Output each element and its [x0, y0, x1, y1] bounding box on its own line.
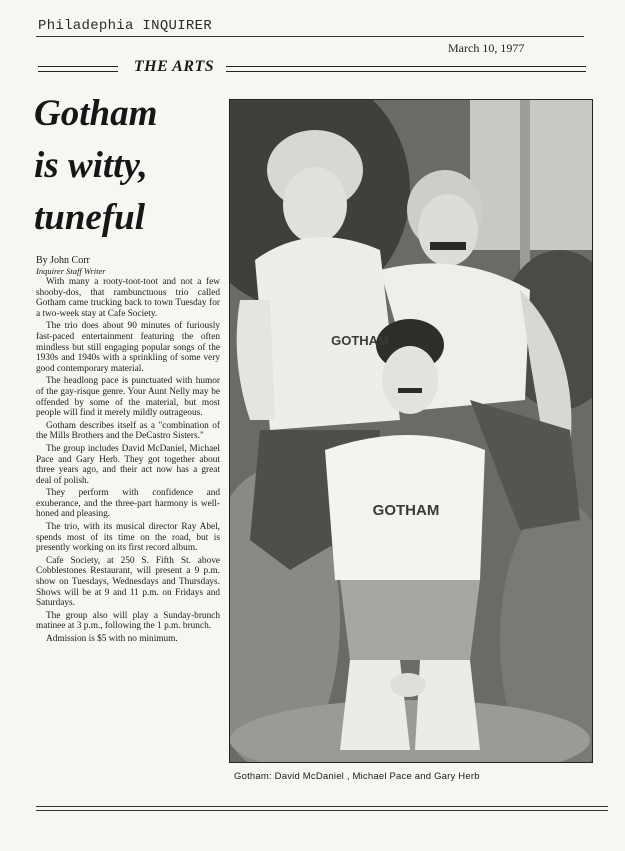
article-paragraph: The trio, with its musical director Ray Abel, spends most of its time on the road, but is presently working on its first record album.: [36, 522, 220, 554]
section-rule-left: [38, 66, 118, 72]
photo-caption: Gotham: David McDaniel , Michael Pace and Gary Herb: [234, 771, 480, 782]
article-paragraph: With many a rooty-toot-toot and not a few shooby-dos, that rambunctuous trio called Gotham came trucking back to town Tuesday for a two-week stay at Cafe Society.: [36, 277, 220, 319]
article-paragraph: The trio does about 90 minutes of furiously fast-paced entertainment featuring the often mindless but still engaging popular songs of the 1930s and 1940s with a sprinkling of some very good contemporary material.: [36, 321, 220, 374]
bottom-rule: [36, 806, 608, 811]
byline: [36, 255, 226, 277]
publication-date: March 10, 1977: [448, 41, 525, 55]
shirt-text-top: GOTHAM: [331, 333, 389, 348]
headline: [34, 88, 224, 244]
article-paragraph: Gotham describes itself as a "combination of the Mills Brothers and the DeCastro Sisters.": [36, 420, 220, 442]
article-paragraph: The headlong pace is punctuated with humor of the gay-risque genre. Your Aunt Nelly may be offended by some of the material, but most people will find it merely mildly outrageous.: [36, 376, 220, 419]
header-rule: [36, 36, 584, 37]
byline-author: By John Corr: [36, 255, 90, 266]
publication-label: Philadephia INQUIRER: [38, 18, 213, 34]
group-photo: [229, 99, 593, 763]
headline-line-2: is witty,: [34, 145, 148, 186]
article-body: [36, 277, 220, 647]
article-paragraph: The group also will play a Sunday-brunch matinee at 3 p.m., following the 1 p.m. brunch.: [36, 610, 220, 632]
byline-role: Inquirer Staff Writer: [36, 266, 106, 276]
section-title: THE ARTS: [133, 58, 215, 75]
shirt-text-front: GOTHAM: [372, 502, 440, 519]
section-rule-right: [226, 66, 586, 72]
article-paragraph: The group includes David McDaniel, Michael Pace and Gary Herb. They got together about three years ago, and their act now has a great deal of polish.: [36, 443, 220, 486]
article-paragraph: Admission is $5 with no minimum.: [46, 634, 178, 644]
article-paragraph: Cafe Society, at 250 S. Fifth St. above Cobblestones Restaurant, will present a 9 p.m. show on Tuesdays, Wednesdays and Thursdays. Shows will be at 9 and 11 p.m. on Fridays and Saturdays.: [36, 555, 220, 609]
section-bar: [38, 60, 586, 82]
headline-line-3: tuneful: [34, 197, 146, 238]
photo-illustration: [230, 100, 592, 762]
headline-line-1: Gotham: [34, 93, 158, 134]
article-paragraph: They perform with confidence and exuberance, and the three-part harmony is well-honed and pleasing.: [36, 488, 220, 520]
